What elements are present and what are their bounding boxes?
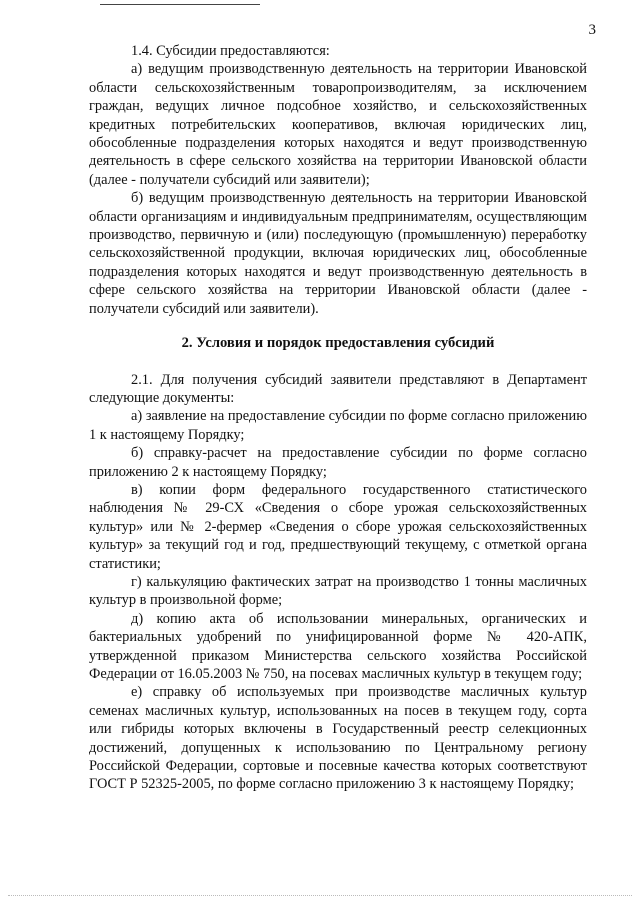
section-2-heading: 2. Условия и порядок предоставления субсидий <box>181 335 495 352</box>
section-2-1-item-e: е) справку об используемых при производстве масличных культур семенах масличных культур, использованных на посев в текущем году, сорта или гибриды которых включены в Государственный реестр селекционных достижений, допущенных к использованию по Центральному региону Российской Федерации, сортовые и посевные качества которых соответствуют ГОСТ Р 52325-2005, по форме согласно приложению 3 к настоящему Порядку; <box>89 684 587 793</box>
page-number: 3 <box>588 22 596 38</box>
section-2-1-intro: 2.1. Для получения субсидий заявители представляют в Департамент следующие документы: <box>89 371 587 406</box>
section-1-4-intro: 1.4. Субсидии предоставляются: <box>131 43 330 59</box>
section-2-1-item-b: б) справку-расчет на предоставление субсидии по форме согласно приложению 2 к настоящему Порядку; <box>89 445 587 480</box>
section-2-1-item-d: д) копию акта об использовании минеральных, органических и бактериальных удобрений по унифицированной форме № 420-АПК, утвержденной приказом Министерства сельского хозяйства Российской Федерации от 16.05.2003 № 750, на посевах масличных культур в текущем году; <box>89 610 587 682</box>
section-2-1-item-v: в) копии форм федерального государственного статистического наблюдения № 29-СХ «Сведения о сборе урожая сельскохозяйственных культур» или № 2-фермер «Сведения о сборе урожая сельскохозяйственных культур» за текущий год и год, предшествующий текущему, с отметкой органа статистики; <box>89 481 587 572</box>
section-1-4-item-a: а) ведущим производственную деятельность на территории Ивановской области сельскохозяйственным товаропроизводителям, за исключением граждан, ведущих личное подсобное хозяйство, и сельскохозяйственных кредитных потребительских кооперативов, включая юридических лиц, обособленные подразделения которых находятся и ведут производственную деятельность в сфере сельского хозяйства на территории Ивановской области (далее - получатели субсидий или заявители); <box>89 61 587 188</box>
section-2-1-item-g: г) калькуляцию фактических затрат на производство 1 тонны масличных культур в произвольной форме; <box>89 573 587 609</box>
document-body <box>89 42 587 794</box>
section-1-4-item-b: б) ведущим производственную деятельность на территории Ивановской области организациям и индивидуальным предпринимателям, осуществляющим производство, первичную и (или) последующую (промышленную) переработку сельскохозяйственной продукции, включая юридических лиц, обособленные подразделения которых находятся и ведут производственную деятельность в сфере сельского хозяйства на территории Ивановской области (далее - получатели субсидий или заявители). <box>89 190 587 317</box>
section-2-1-item-a: а) заявление на предоставление субсидии по форме согласно приложению 1 к настоящему Порядку; <box>89 408 587 443</box>
top-rule <box>100 4 260 5</box>
scan-artifact-line <box>8 895 632 897</box>
